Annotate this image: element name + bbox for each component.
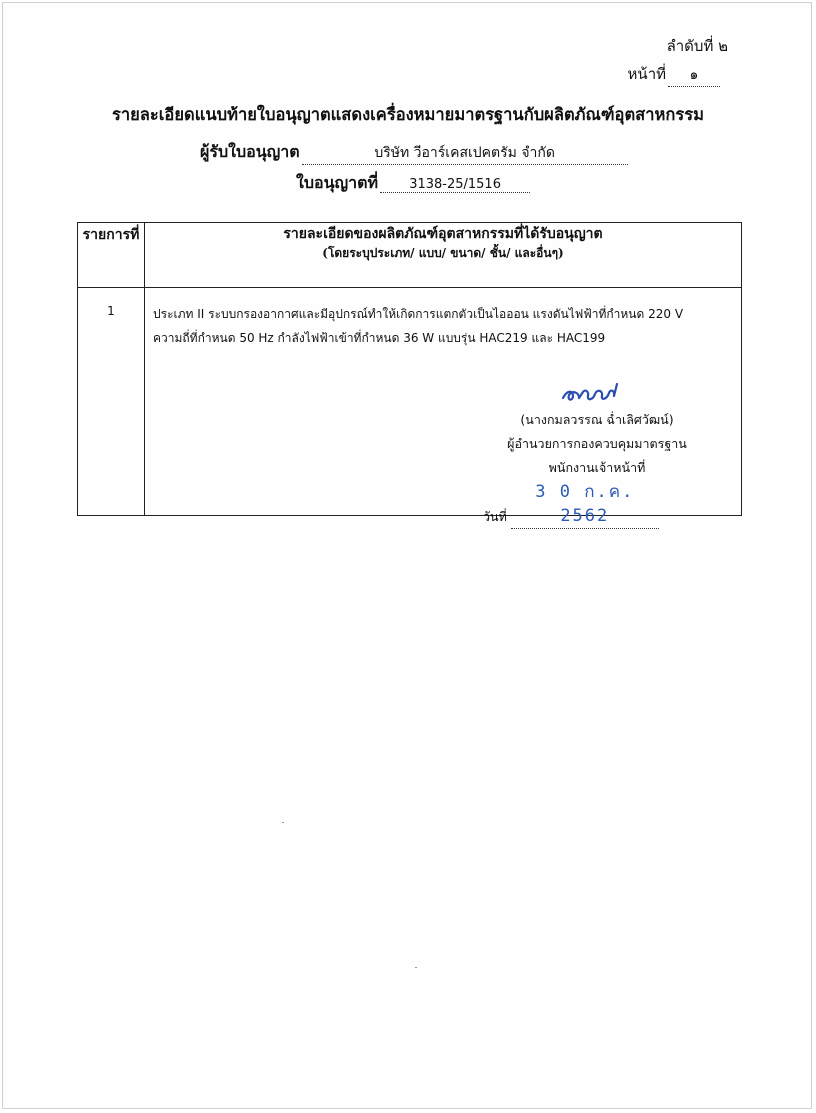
item-detail-cell [145,288,742,526]
page-value: ๑ [668,64,720,87]
page-frame [2,2,812,1109]
col-item-header: รายการที่ [78,223,145,288]
product-details-table [77,222,742,526]
col-detail-header-cell [145,223,742,288]
item-number: 1 [78,288,145,516]
page-number [628,62,720,87]
item-detail-line-1: ประเภท II ระบบกรองอากาศและมีอุปกรณ์ทำให้เกิดการแตกตัวเป็นไอออน แรงดันไฟฟ้าที่กำหนด 220 V [153,307,684,321]
scan-speck [282,822,284,823]
col-detail-header: รายละเอียดของผลิตภัณฑ์อุตสาหกรรมที่ได้รับอนุญาต [283,226,603,242]
col-detail-subheader: (โดยระบุประเภท/ แบบ/ ขนาด/ ชั้น/ และอื่นๆ) [322,246,564,260]
license-holder-label: ผู้รับใบอนุญาต [200,142,300,161]
signer-role: พนักงานเจ้าหน้าที่ [548,460,646,475]
sequence-value: ๒ [718,37,728,55]
signature-block [477,376,717,529]
date-label: วันที่ [483,509,507,524]
signer-name: (นางกมลวรรณ ฉ่ำเลิศวัฒน์) [520,412,674,427]
page-label: หน้าที่ [627,65,666,83]
sequence-number [667,34,728,58]
license-number-label: ใบอนุญาตที่ [296,173,379,192]
sequence-label: ลำดับที่ [666,37,714,55]
table-header-row [78,223,742,288]
signer-position: ผู้อำนวยการกองควบคุมมาตรฐาน [507,436,687,451]
license-holder-row [200,140,628,165]
item-detail-line-2: ความถี่ที่กำหนด 50 Hz กำลังไฟฟ้าเข้าที่กำหนด 36 W แบบรุ่น HAC219 และ HAC199 [153,331,606,345]
handwritten-signature [477,376,717,408]
scan-speck [415,967,417,968]
document-title: รายละเอียดแนบท้ายใบอนุญาตแสดงเครื่องหมายมาตรฐานกับผลิตภัณฑ์อุตสาหกรรม [112,105,704,124]
license-number-row [296,171,530,196]
license-number-value: 3138-25/1516 [380,177,530,193]
license-holder-value: บริษัท วีอาร์เคสเปคตรัม จำกัด [302,142,628,165]
date-stamp: 3 0 ก.ค. 2562 [511,480,659,529]
signature-date-row [483,480,717,529]
table-row [78,288,742,516]
